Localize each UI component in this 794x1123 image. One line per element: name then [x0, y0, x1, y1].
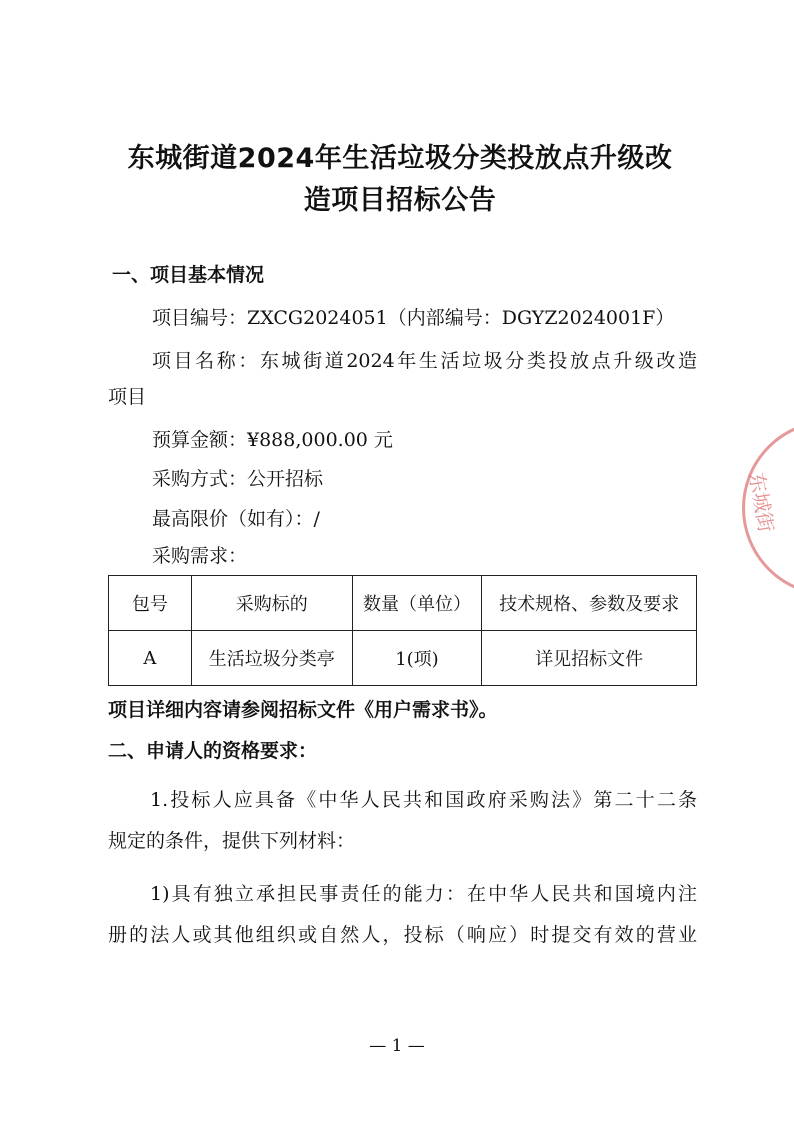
document-title — [100, 138, 700, 222]
requirements-table — [108, 575, 697, 686]
table-header-row — [109, 576, 697, 631]
project-name-line-1: 项目名称：东城街道2024年生活垃圾分类投放点升级改造 — [152, 350, 697, 372]
header-package-no: 包号 — [109, 576, 192, 631]
cell-spec: 详见招标文件 — [482, 631, 697, 686]
qualification-p1-line-1: 1.投标人应具备《中华人民共和国政府采购法》第二十二条 — [150, 789, 697, 811]
max-price: 最高限价（如有）：/ — [152, 508, 320, 530]
cell-package-no: A — [109, 631, 192, 686]
demand-label: 采购需求： — [152, 545, 248, 567]
title-line-1: 东城街道2024年生活垃圾分类投放点升级改 — [127, 143, 673, 174]
cell-subject: 生活垃圾分类亭 — [191, 631, 352, 686]
cell-quantity: 1(项) — [352, 631, 482, 686]
header-spec: 技术规格、参数及要求 — [482, 576, 697, 631]
table-row — [109, 631, 697, 686]
seal-text: 东城街 — [744, 470, 779, 534]
header-quantity: 数量（单位） — [352, 576, 482, 631]
qualification-p2-line-2: 册的法人或其他组织或自然人，投标（响应）时提交有效的营业 — [108, 924, 697, 946]
project-number: 项目编号：ZXCG2024051（内部编号：DGYZ2024001F） — [152, 307, 675, 329]
section-2-heading: 二、申请人的资格要求： — [108, 740, 318, 762]
qualification-p1-line-2: 规定的条件，提供下列材料： — [108, 830, 356, 852]
budget-amount: 预算金额：¥888,000.00 元 — [152, 429, 393, 451]
page-number: — 1 — — [369, 1036, 425, 1056]
procurement-method: 采购方式：公开招标 — [152, 468, 324, 490]
title-line-2: 造项目招标公告 — [303, 185, 497, 216]
project-name-line-2: 项目 — [108, 386, 147, 408]
table-note: 项目详细内容请参阅招标文件《用户需求书》。 — [108, 699, 498, 721]
section-1-heading: 一、项目基本情况 — [112, 264, 265, 286]
qualification-p2-line-1: 1)具有独立承担民事责任的能力：在中华人民共和国境内注 — [150, 883, 697, 905]
header-subject: 采购标的 — [191, 576, 352, 631]
